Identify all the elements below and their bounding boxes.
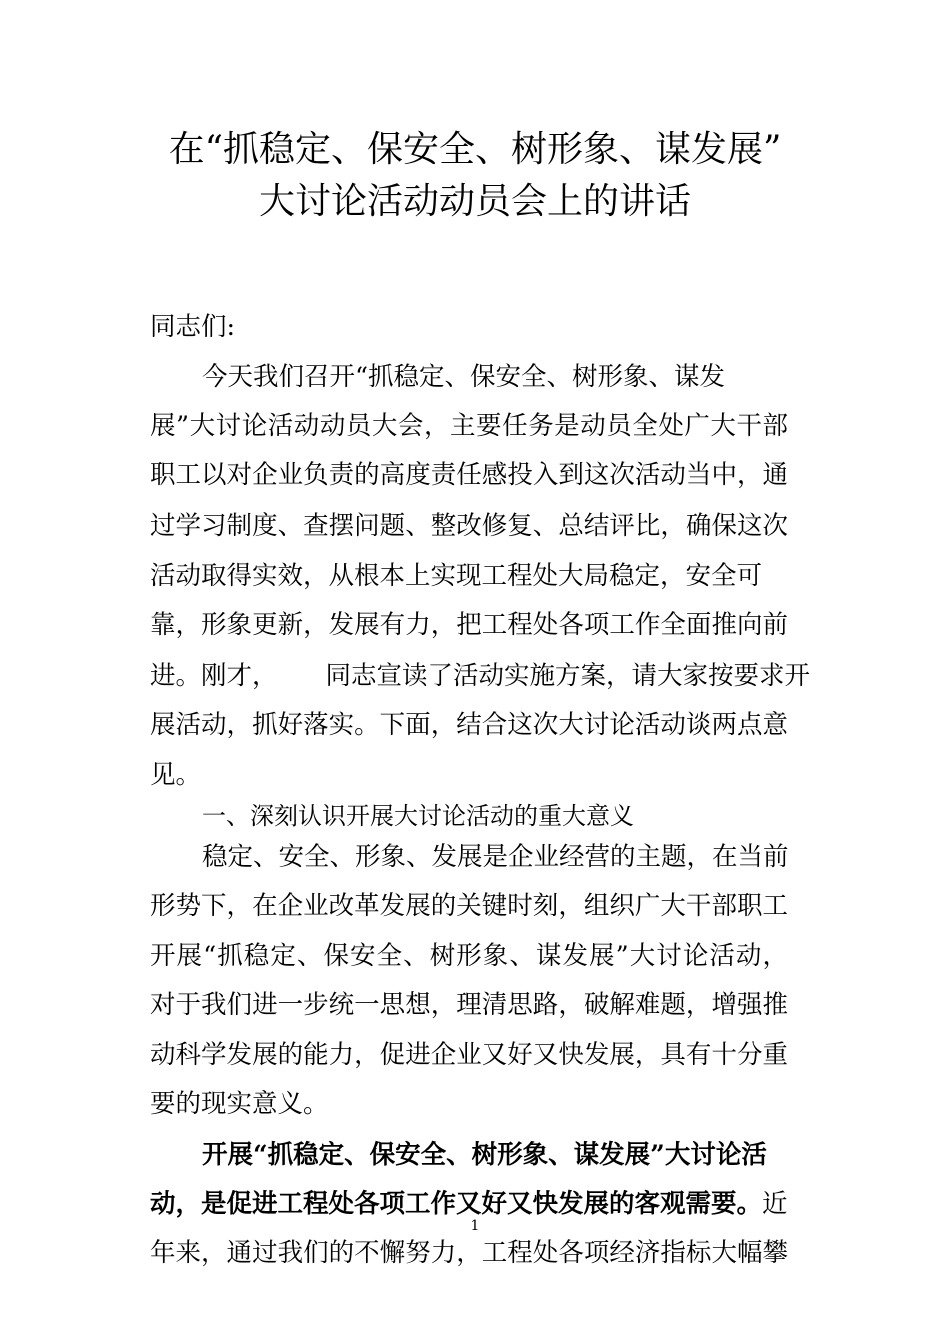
para1-line-5: 活动取得实效，从根本上实现工程处大局稳定，安全可 <box>150 561 763 591</box>
para2-line-4: 对于我们进一步统一思想，理清思路，破解难题，增强推 <box>150 990 788 1020</box>
para2-line-2: 形势下，在企业改革发展的关键时刻，组织广大干部职工 <box>150 891 788 921</box>
para2-line-3: 开展“抓稳定、保安全、树形象、谋发展”大讨论活动， <box>150 941 788 971</box>
para1-line-7 <box>150 660 810 692</box>
para1-line-7-start: 进。刚才， <box>150 661 278 691</box>
para1-line-6: 靠，形象更新，发展有力，把工程处各项工作全面推向前 <box>150 610 788 640</box>
title-line-1: 在“抓稳定、保安全、树形象、谋发展” <box>168 129 782 170</box>
para3-line-3: 年来，通过我们的不懈努力，工程处各项经济指标大幅攀 <box>150 1238 788 1268</box>
title-line-2: 大讨论活动动员会上的讲话 <box>258 181 691 222</box>
section-heading-1: 一、深刻认识开展大讨论活动的重大意义 <box>202 802 634 830</box>
para3-line-2-rest: 近 <box>762 1189 788 1219</box>
para1-line-4: 过学习制度、查摆问题、整改修复、总结评比，确保这次 <box>150 511 788 541</box>
para3-line-1: 开展“抓稳定、保安全、树形象、谋发展”大讨论活 <box>202 1140 767 1170</box>
para2-line-1: 稳定、安全、形象、发展是企业经营的主题，在当前 <box>202 842 789 872</box>
para1-line-2: 展”大讨论活动动员大会，主要任务是动员全处广大干部 <box>150 411 788 441</box>
para1-line-8: 展活动，抓好落实。下面，结合这次大讨论活动谈两点意 <box>150 710 788 740</box>
para3-line-2 <box>150 1188 788 1220</box>
para1-line-1: 今天我们召开“抓稳定、保安全、树形象、谋发 <box>202 362 726 392</box>
para1-line-3: 职工以对企业负责的高度责任感投入到这次活动当中，通 <box>150 460 788 490</box>
page-number: 1 <box>470 1218 480 1234</box>
salutation: 同志们: <box>150 312 236 342</box>
para3-line-2-bold: 动，是促进工程处各项工作又好又快发展的客观需要。 <box>150 1189 763 1219</box>
para1-line-9: 见。 <box>150 760 202 790</box>
para2-line-5: 动科学发展的能力，促进企业又好又快发展，具有十分重 <box>150 1040 788 1070</box>
para1-line-7-end: 同志宣读了活动实施方案，请大家按要求开 <box>325 661 811 691</box>
para2-line-6: 要的现实意义。 <box>150 1089 329 1119</box>
